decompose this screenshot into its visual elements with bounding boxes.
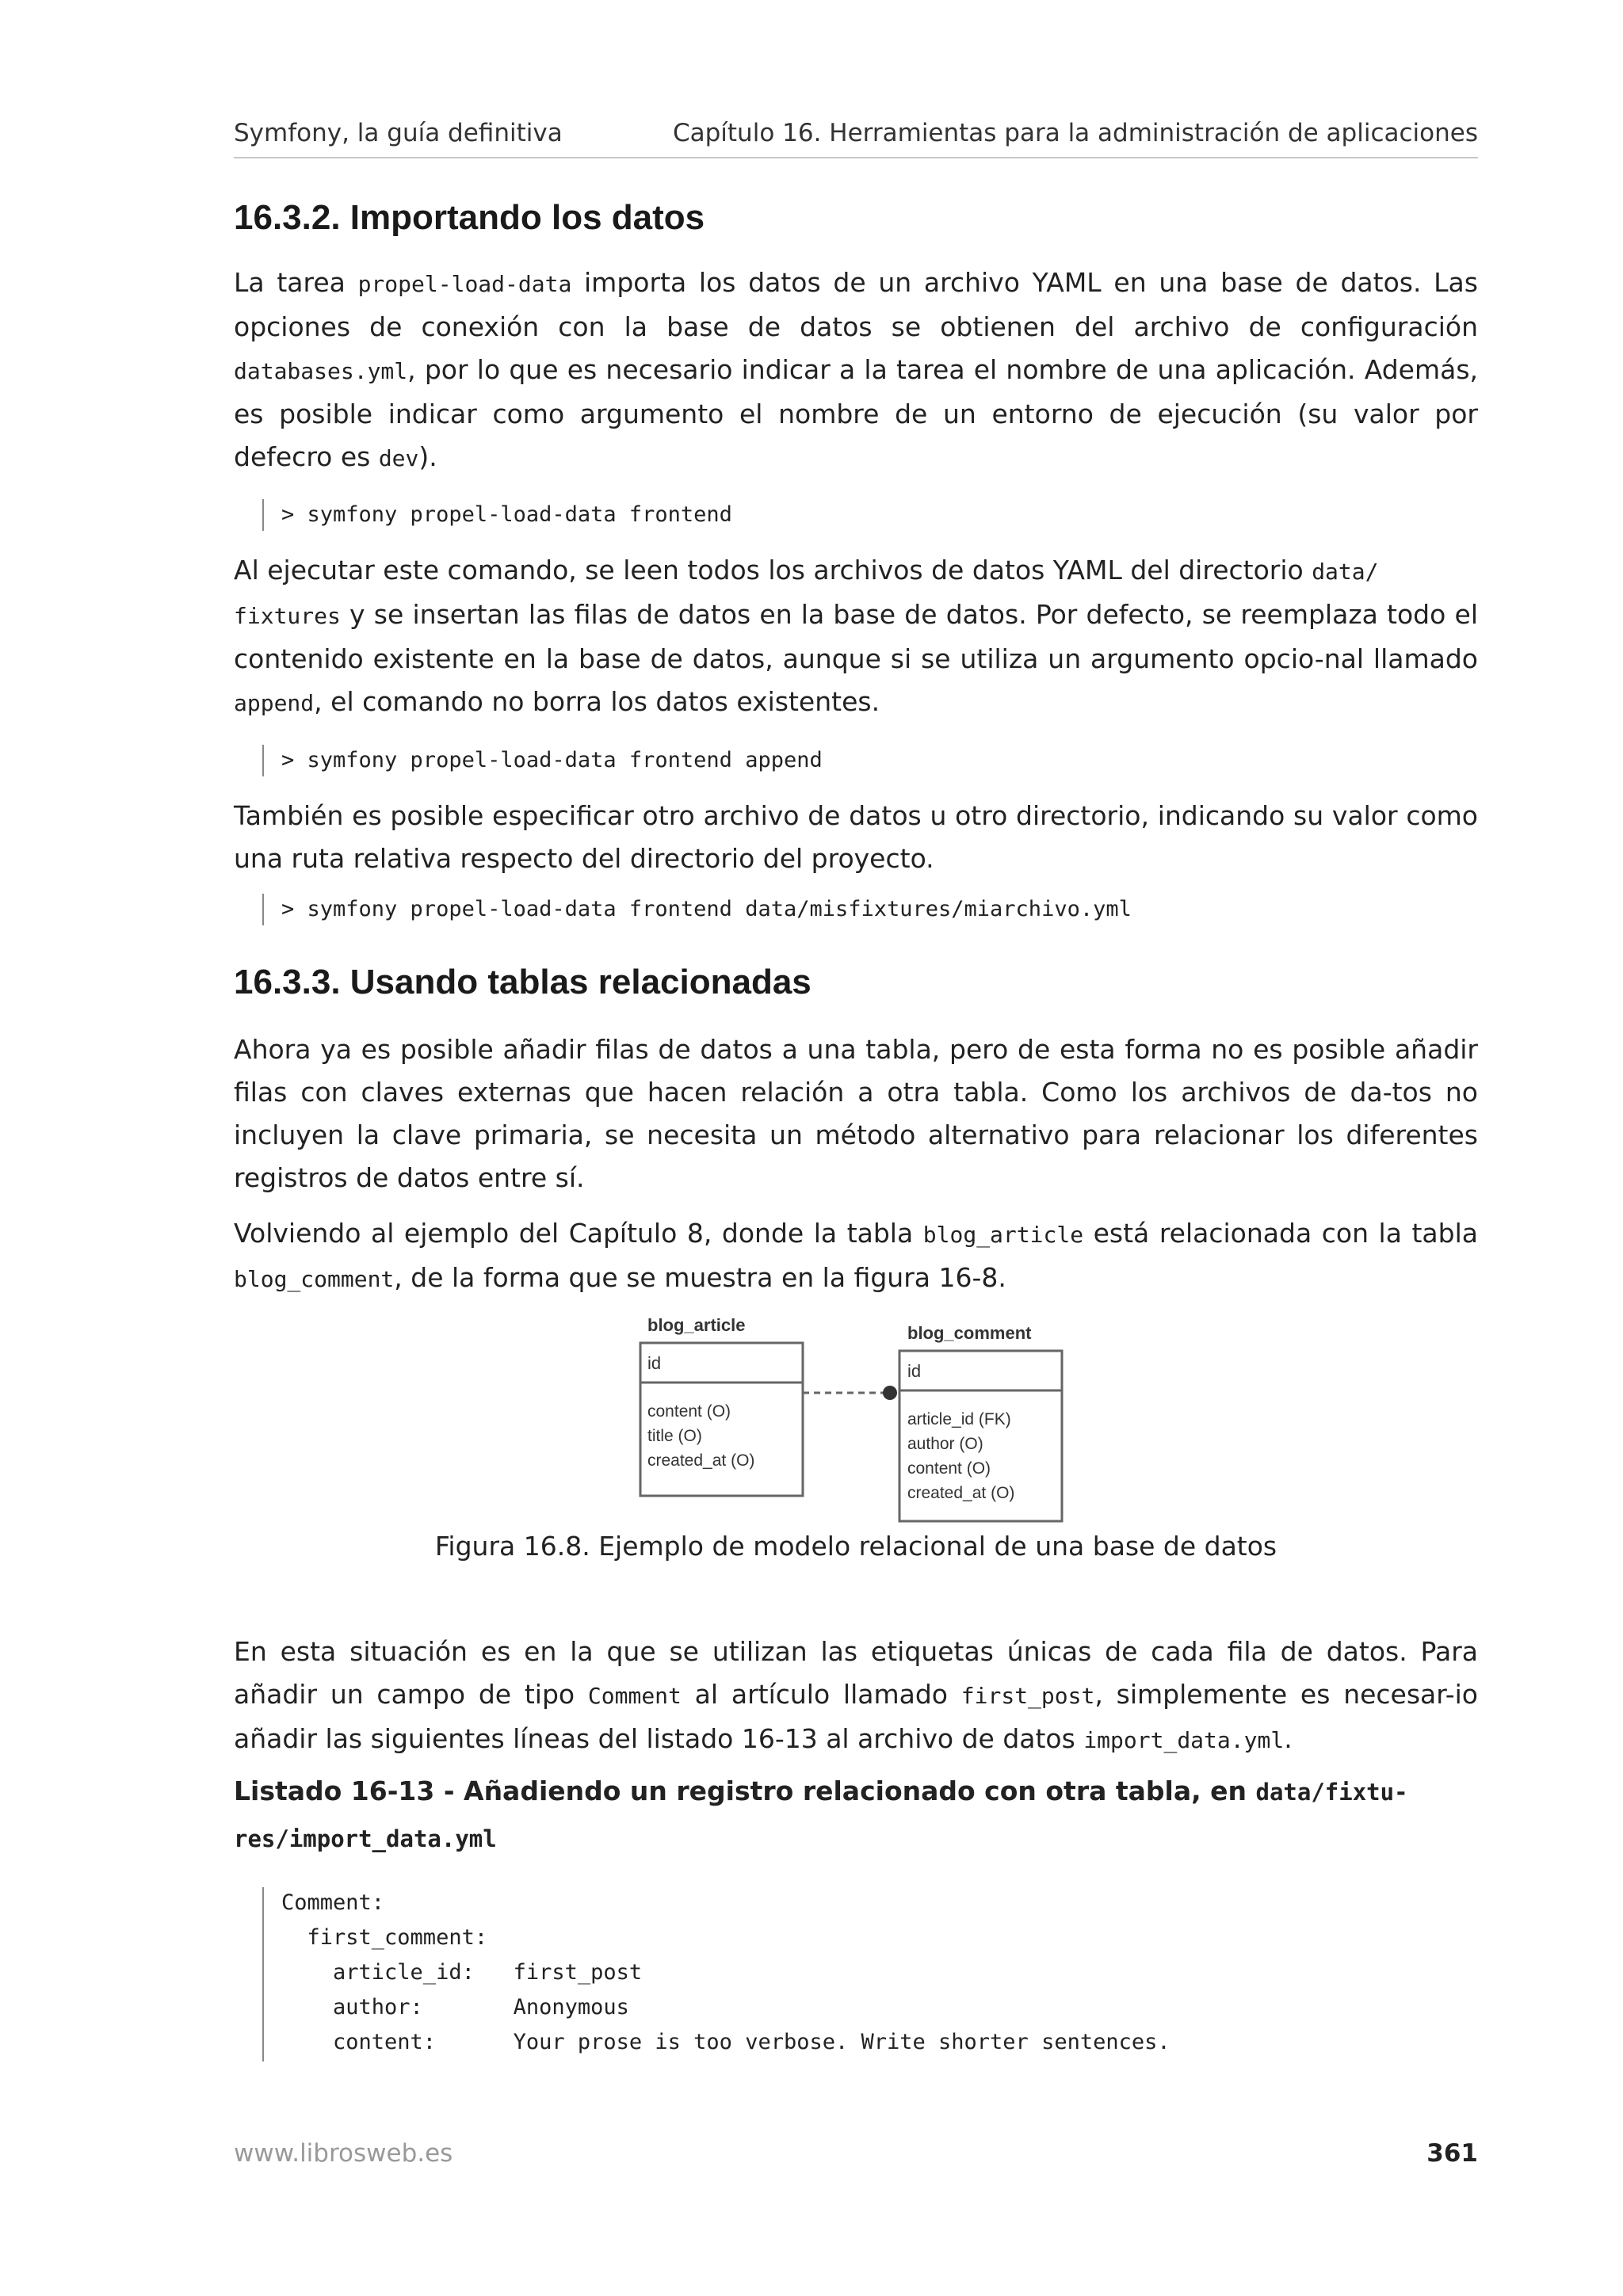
section-title-importando: 16.3.2. Importando los datos xyxy=(234,198,705,237)
inline-code: data/ xyxy=(1312,559,1379,585)
inline-code: blog_comment xyxy=(234,1266,395,1292)
field: created_at (O) xyxy=(647,1451,755,1470)
inline-code: Comment xyxy=(587,1683,682,1709)
code-line: author: Anonymous xyxy=(281,1995,629,2019)
paragraph-example: Volviendo al ejemplo del Capítulo 8, donde la tabla blog_article está relacionada con la tabla blog_comment, de la forma que se muestra en la figura 16-8. xyxy=(234,1218,1478,1293)
inline-code: propel-load-data xyxy=(357,271,572,297)
header-book-title: Symfony, la guía definitiva xyxy=(234,119,563,147)
footer-site: www.librosweb.es xyxy=(234,2139,453,2168)
pk-field: id xyxy=(907,1361,922,1381)
running-header xyxy=(234,119,1478,158)
page-number: 361 xyxy=(1426,2139,1478,2168)
table-name-blog-article: blog_article xyxy=(647,1315,746,1335)
inline-code: databases.yml xyxy=(234,358,408,384)
code-line: Comment: xyxy=(281,1890,385,1915)
relational-diagram xyxy=(630,1307,1082,1529)
table-name-blog-comment: blog_comment xyxy=(907,1323,1032,1343)
inline-code: blog_article xyxy=(922,1222,1084,1248)
field: content (O) xyxy=(907,1459,991,1478)
paragraph-labels: En esta situación es en la que se utilizan las etiquetas únicas de cada fila de datos. Para añadir un campo de tipo Comment al artículo llamado first_post, simplemente es necesar-io añadir las siguientes líneas del listado 16-13 al archivo de datos import_data.yml. xyxy=(234,1636,1478,1754)
inline-code: dev xyxy=(378,445,419,471)
paragraph-execution: Al ejecutar este comando, se leen todos los archivos de datos YAML del directorio data/ fixtures y se insertan las filas de datos en la base de datos. Por defecto, se reemplaza todo el contenido existente en la base de datos, aunque si se utiliza un argumento opcio-nal llamado append, el comando no borra los datos existentes. xyxy=(234,555,1478,717)
command-line-1: > symfony propel-load-data frontend xyxy=(262,499,732,531)
command-line-3: > symfony propel-load-data frontend data/misfixtures/miarchivo.yml xyxy=(262,894,1132,925)
field: created_at (O) xyxy=(907,1484,1015,1502)
section-title-tablas: 16.3.3. Usando tablas relacionadas xyxy=(234,963,812,1001)
inline-code: fixtures xyxy=(234,603,341,629)
header-chapter-title: Capítulo 16. Herramientas para la administración de aplicaciones xyxy=(672,119,1478,147)
figure-caption: Figura 16.8. Ejemplo de modelo relacional de una base de datos xyxy=(434,1531,1277,1562)
field: content (O) xyxy=(647,1402,731,1421)
inline-code: append xyxy=(234,690,315,716)
field: title (O) xyxy=(647,1427,702,1445)
code-line: first_comment: xyxy=(281,1925,488,1950)
inline-code: first_post xyxy=(960,1683,1095,1709)
listing-title: Listado 16-13 - Añadiendo un registro relacionado con otra tabla, en data/fixtu- res/import_data.yml xyxy=(234,1775,1408,1852)
pk-field: id xyxy=(647,1353,662,1373)
paragraph-other-file: También es posible especificar otro archivo de datos u otro directorio, indicando su valor como una ruta relativa respecto del directorio del proyecto. xyxy=(234,800,1478,874)
paragraph-foreign-keys: Ahora ya es posible añadir filas de datos a una tabla, pero de esta forma no es posible añadir filas con claves externas que hacen relación a otra tabla. Como los archivos de da-tos no incluyen la clave primaria, se necesita un método alternativo para relacionar los diferentes registros de datos entre sí. xyxy=(234,1034,1478,1193)
code-line: article_id: first_post xyxy=(281,1960,643,1985)
field: article_id (FK) xyxy=(907,1410,1011,1428)
relationship-dot xyxy=(883,1386,897,1400)
code-line: content: Your prose is too verbose. Write shorter sentences. xyxy=(281,2030,1170,2054)
code-listing xyxy=(262,1887,1373,2061)
command-line-2: > symfony propel-load-data frontend append xyxy=(262,745,823,776)
field: author (O) xyxy=(907,1435,983,1453)
inline-code: import_data.yml xyxy=(1083,1727,1285,1753)
paragraph-load-data: La tarea propel-load-data importa los datos de un archivo YAML en una base de datos. Las opciones de conexión con la base de datos se obtienen del archivo de configuración databases.yml, por lo que es necesario indicar a la tarea el nombre de una aplicación. Además, es posible indicar como argumento el nombre de un entorno de ejecución (su valor por defecro es dev). xyxy=(234,267,1478,472)
